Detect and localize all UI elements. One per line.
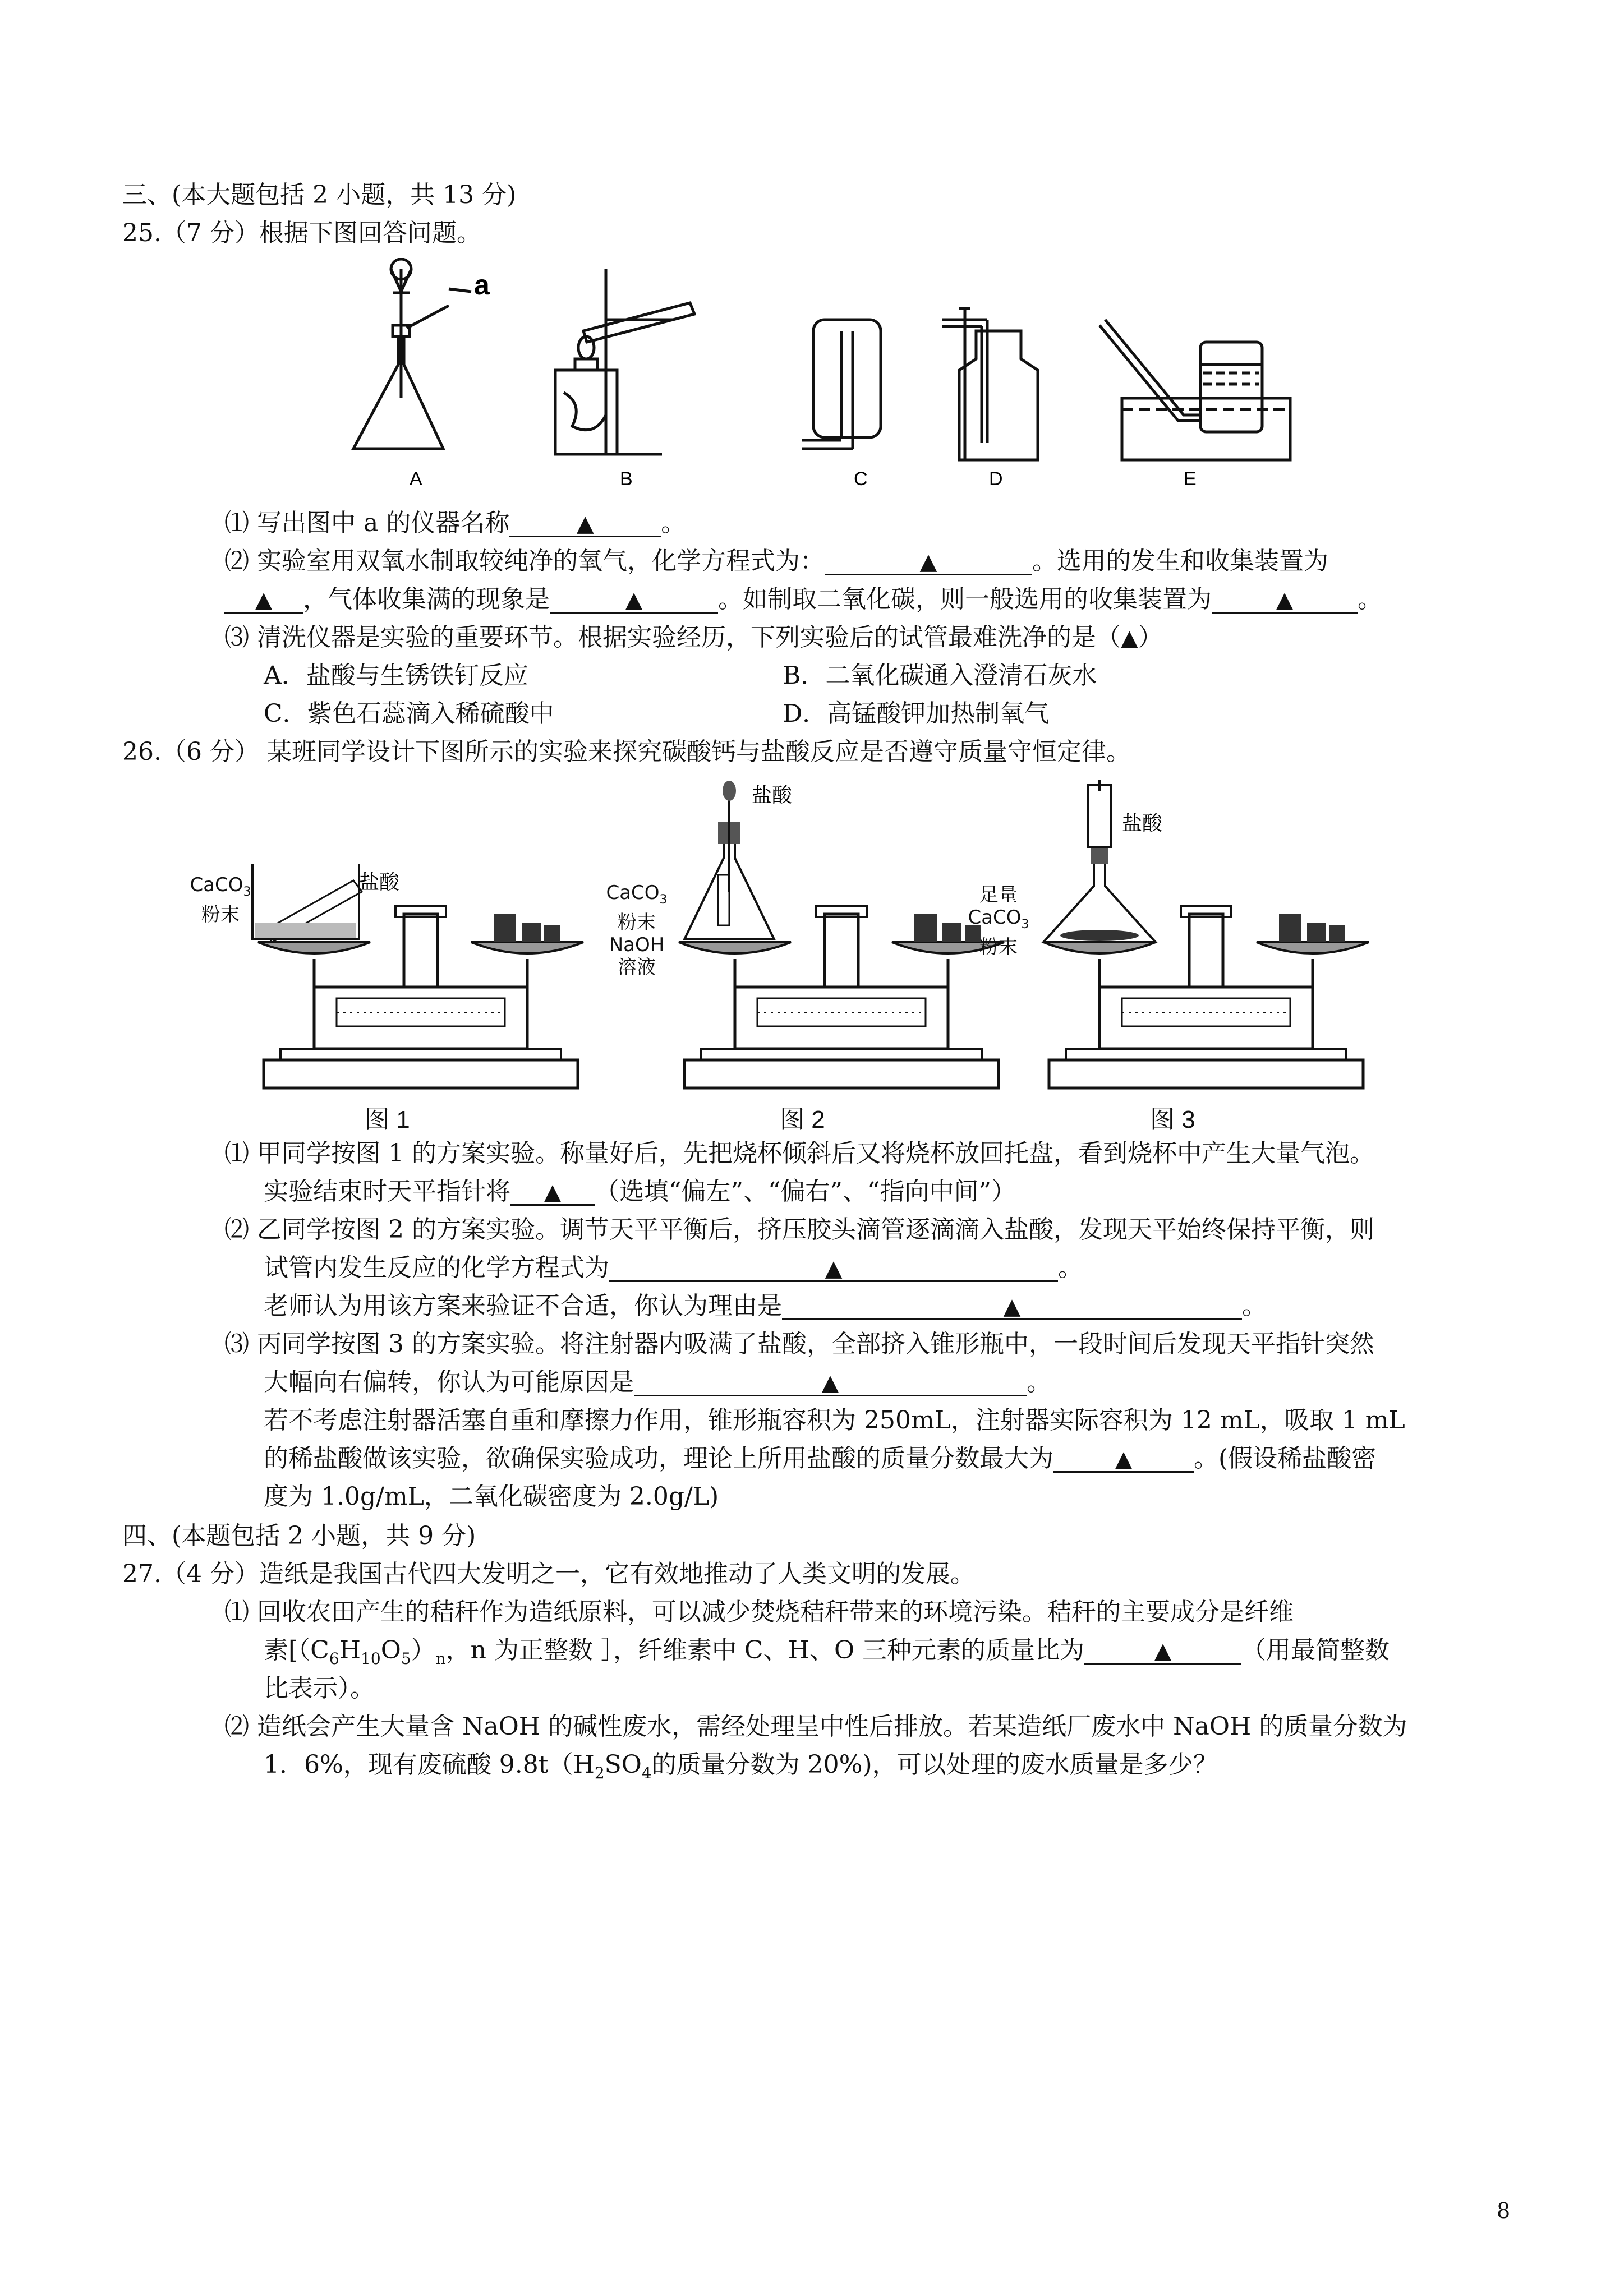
q25-option-b: B．二氧化碳通入澄清石灰水 [783, 661, 1097, 690]
question-26-title: 26.（6 分） 某班同学设计下图所示的实验来探究碳酸钙与盐酸反应是否遵守质量守恒定律。 [122, 737, 1131, 766]
label-apparatus-E: E [1184, 468, 1197, 490]
figure-2-caption: 图 2 [780, 1106, 825, 1133]
fig3-hcl-label: 盐酸 [1122, 812, 1163, 835]
q26-part3-line4: 的稀盐酸做该实验，欲确保实验成功，理论上所用盐酸的质量分数最大为 ▲ 。(假设稀盐酸密 [264, 1442, 1376, 1476]
balance-figures [168, 780, 1380, 1094]
fig3-caco3-label: 足量 CaCO$_3$ 粉末 [968, 884, 1029, 958]
page-number: 8 [1497, 2198, 1511, 2223]
q27-part1-line3: 比表示）。 [264, 1674, 375, 1703]
q25-part2-line1: ⑵ 实验室用双氧水制取较纯净的氧气，化学方程式为： ▲ 。选用的发生和收集装置为 [224, 545, 1328, 578]
q26-part3-line3: 若不考虑注射器活塞自重和摩擦力作用，锥形瓶容积为 250mL，注射器实际容积为 12 mL，吸取 1 mL [264, 1406, 1405, 1435]
fig2-caco3-label: CaCO$_3$ 粉末 NaOH 溶液 [606, 882, 668, 979]
q27-part2-line2: 1．6%，现有废硫酸 $9.8t(H_2SO_4$的质量分数为 20%)，可以处理的废水质量是多少？ [264, 1750, 1218, 1782]
q26-part2-line2: 试管内发生反应的化学方程式为 ▲ 。 [264, 1251, 1083, 1285]
q26-part1-line2: 实验结束时天平指针将 ▲ （选填“偏左”、“偏右”、“指向中间”） [264, 1175, 1016, 1209]
question-27-title: 27.（4 分）造纸是我国古代四大发明之一，它有效地推动了人类文明的发展。 [122, 1560, 975, 1588]
label-apparatus-A: A [410, 468, 422, 490]
q25-part3: ⑶ 清洗仪器是实验的重要环节。根据实验经历，下列实验后的试管最难洗净的是（▲） [224, 623, 1163, 652]
label-a: a [474, 269, 490, 301]
apparatus-a [353, 259, 471, 449]
q27-part2-line1: ⑵ 造纸会产生大量含 NaOH 的碱性废水，需经处理呈中性后排放。若某造纸厂废水中 NaOH 的质量分数为 [224, 1712, 1407, 1741]
q26-part3-line5: 度为 1.0g/mL，二氧化碳密度为 2.0g/L) [264, 1482, 719, 1511]
q25-part2-line2: ▲ ，气体收集满的现象是 ▲ 。如制取二氧化碳，则一般选用的收集装置为 ▲ 。 [224, 583, 1382, 616]
apparatus-d [942, 308, 1038, 460]
q26-part1-line1: ⑴ 甲同学按图 1 的方案实验。称量好后，先把烧杯倾斜后又将烧杯放回托盘，看到烧杯中产生大量气泡。 [224, 1139, 1374, 1168]
q27-part1-line1: ⑴ 回收农田产生的秸秆作为造纸原料，可以减少焚烧秸秆带来的环境污染。秸秆的主要成分是纤维 [224, 1598, 1294, 1626]
apparatus-figure [337, 258, 1301, 494]
q25-option-c: C．紫色石蕊滴入稀硫酸中 [264, 699, 554, 728]
q26-part2-line1: ⑵ 乙同学按图 2 的方案实验。调节天平平衡后，挤压胶头滴管逐滴滴入盐酸，发现天平始终保持平衡，则 [224, 1215, 1374, 1244]
fig1-hcl-label: 盐酸 [359, 870, 400, 893]
label-apparatus-B: B [620, 468, 633, 490]
section-header-4: 四、(本题包括 2 小题，共 9 分) [122, 1522, 476, 1550]
section-header: 三、(本大题包括 2 小题，共 13 分) [122, 181, 517, 209]
fig1-caco3-label: CaCO$_3$ 粉末 [190, 874, 251, 926]
question-25-title: 25.（7 分）根据下图回答问题。 [122, 219, 481, 247]
figure-3-caption: 图 3 [1150, 1106, 1195, 1133]
apparatus-c [802, 320, 881, 449]
q25-option-d: D．高锰酸钾加热制氧气 [783, 699, 1050, 728]
fig1-balance [252, 864, 583, 1088]
label-apparatus-D: D [989, 468, 1003, 490]
q27-part1-line2: 素[$(C_6H_{10}O_5)_n$，n 为正整数 ］，纤维素中 C、H、O 三种元素的质量比为 ▲ （用最简整数 [264, 1634, 1390, 1676]
apparatus-e [1099, 320, 1290, 460]
q26-part3-line2: 大幅向右偏转，你认为可能原因是 ▲ 。 [264, 1366, 1051, 1399]
apparatus-b [555, 269, 694, 454]
q25-part1: ⑴ 写出图中 a 的仪器名称 ▲ 。 [224, 506, 686, 540]
fig3-balance [1043, 780, 1369, 1088]
fig2-hcl-label: 盐酸 [752, 783, 793, 806]
q26-part3-line1: ⑶ 丙同学按图 3 的方案实验。将注射器内吸满了盐酸，全部挤入锥形瓶中，一段时间后发现天平指针突然 [224, 1330, 1374, 1358]
figure-1-caption: 图 1 [365, 1106, 410, 1133]
label-apparatus-C: C [854, 468, 868, 490]
q25-option-a: A．盐酸与生锈铁钉反应 [264, 661, 528, 690]
q26-part2-line3: 老师认为用该方案来验证不合适，你认为理由是 ▲ 。 [264, 1289, 1267, 1323]
